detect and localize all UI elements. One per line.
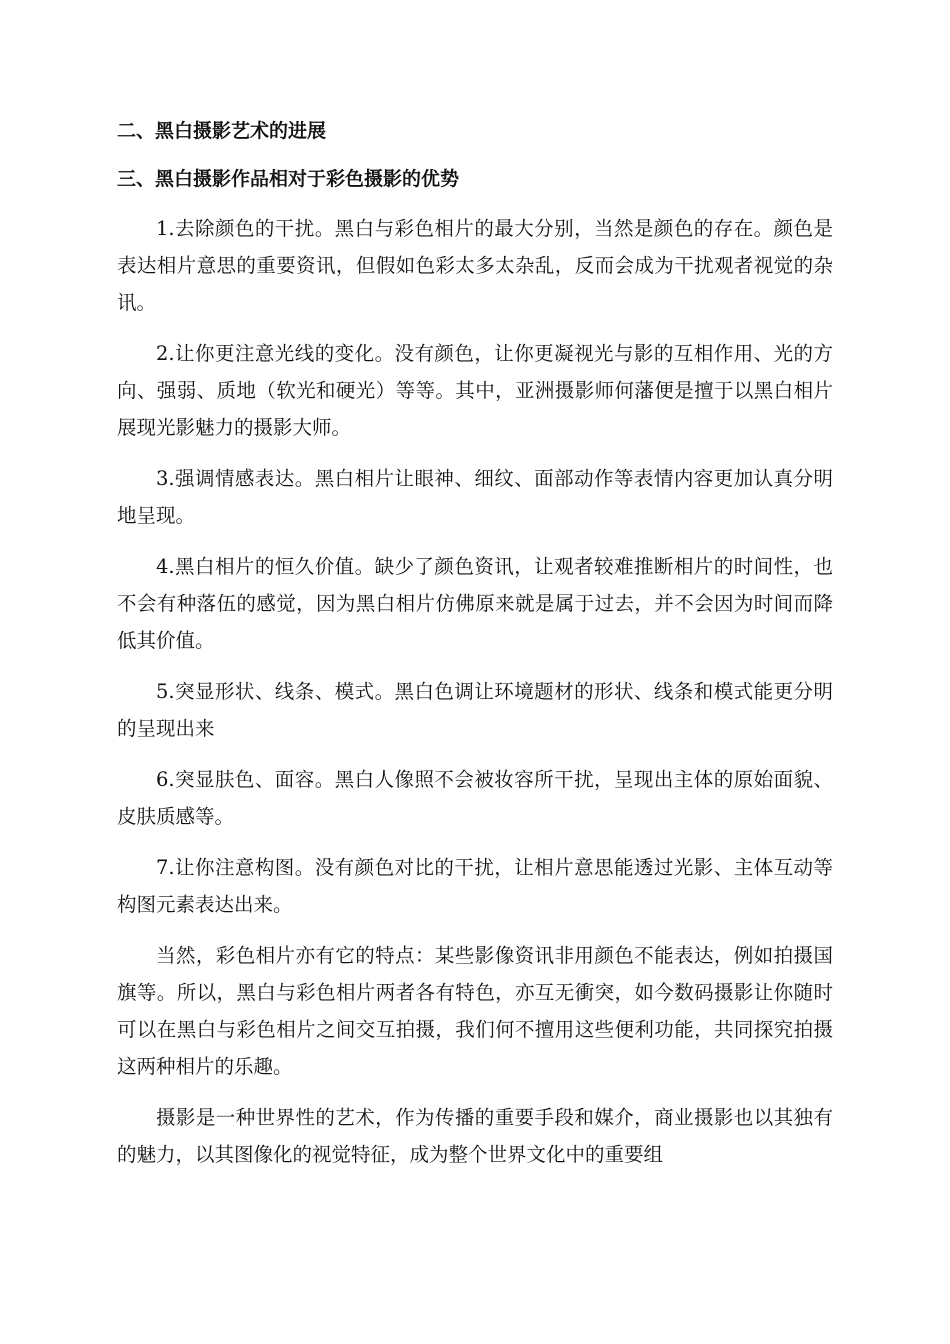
paragraph-emotion: 3.强调情感表达。黑白相片让眼神、细纹、面部动作等表情内容更加认真分明地呈现。 [117,467,833,527]
section-heading-progress: 二、黑白摄影艺术的进展 [117,120,327,142]
paragraph-skin-face: 6.突显肤色、面容。黑白人像照不会被妆容所干扰，呈现出主体的原始面貌、皮肤质感等。 [117,768,833,828]
paragraph-light-changes: 2.让你更注意光线的变化。没有颜色，让你更凝视光与影的互相作用、光的方向、强弱、质地（软光和硬光）等等。其中，亚洲摄影师何藩便是擅于以黑白相片展现光影魅力的摄影大师。 [117,342,833,439]
paragraph-remove-color: 1.去除颜色的干扰。黑白与彩色相片的最大分别，当然是颜色的存在。颜色是表达相片意思的重要资讯，但假如色彩太多太杂乱，反而会成为干扰观者视觉的杂讯。 [117,217,833,314]
paragraph-shapes-lines: 5.突显形状、线条、模式。黑白色调让环境题材的形状、线条和模式能更分明的呈现出来 [117,680,833,740]
paragraph-timeless-value: 4.黑白相片的恒久价值。缺少了颜色资讯，让观者较难推断相片的时间性，也不会有种落伍的感觉，因为黑白相片仿佛原来就是属于过去，并不会因为时间而降低其价值。 [117,555,833,652]
paragraph-photography-art: 摄影是一种世界性的艺术，作为传播的重要手段和媒介，商业摄影也以其独有的魅力，以其图像化的视觉特征，成为整个世界文化中的重要组 [117,1106,833,1166]
paragraph-color-features: 当然，彩色相片亦有它的特点：某些影像资讯非用颜色不能表达，例如拍摄国旗等。所以，黑白与彩色相片两者各有特色，亦互无衝突，如今数码摄影让你随时可以在黑白与彩色相片之间交互拍摄，我们何不擅用这些便利功能，共同探究拍摄这两种相片的乐趣。 [117,944,833,1078]
paragraph-composition: 7.让你注意构图。没有颜色对比的干扰，让相片意思能透过光影、主体互动等构图元素表达出来。 [117,856,833,916]
document-body [117,112,833,1187]
section-heading-advantages: 三、黑白摄影作品相对于彩色摄影的优势 [117,168,460,190]
